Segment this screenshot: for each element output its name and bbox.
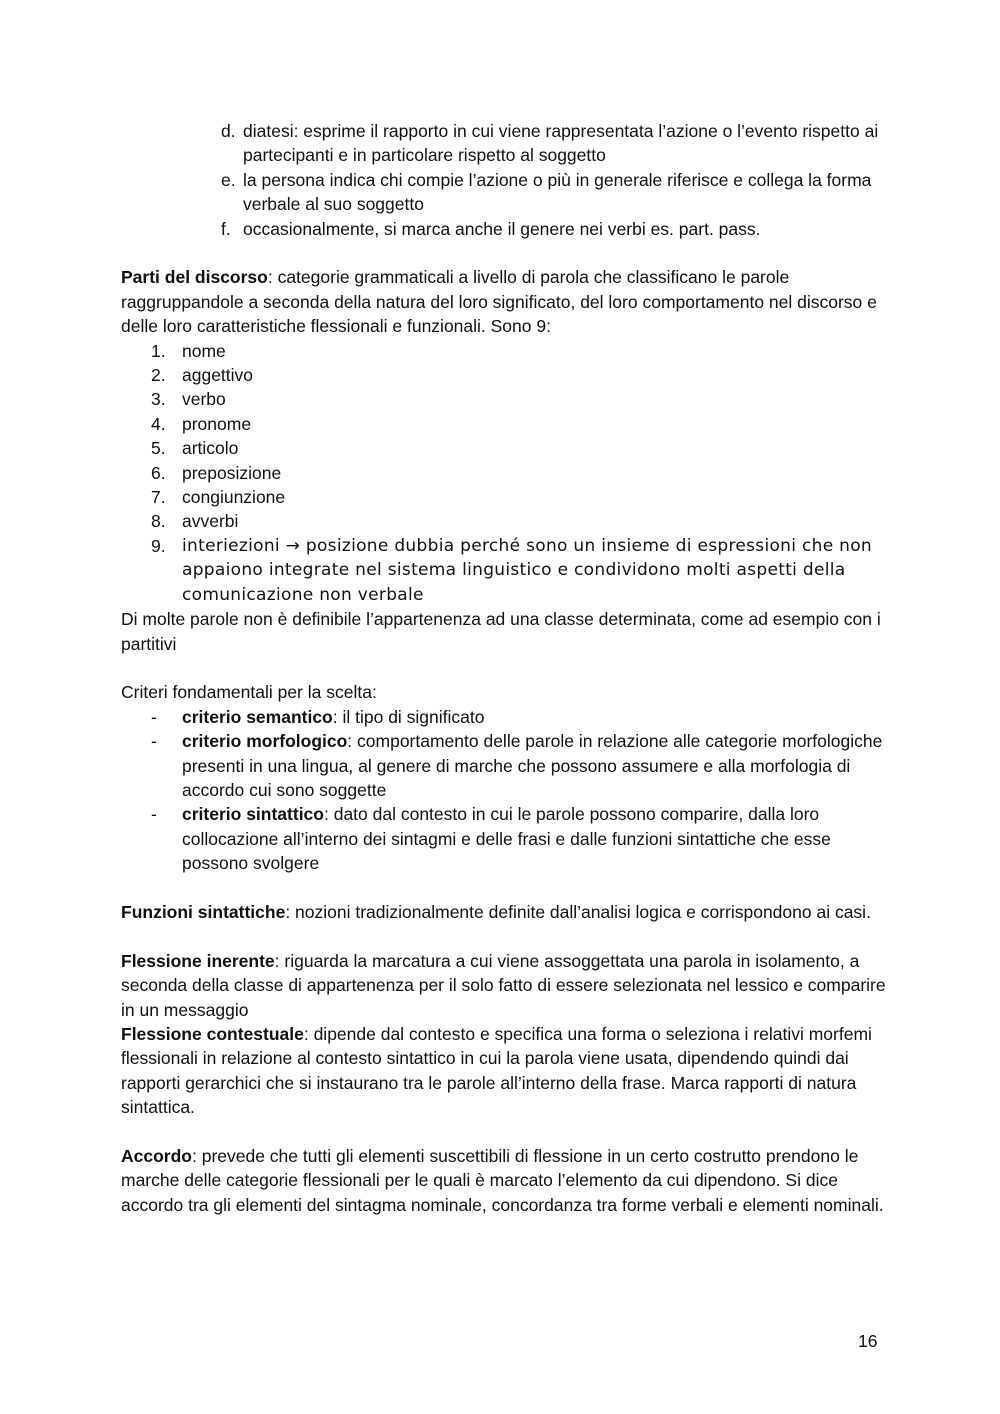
list-text: articolo <box>182 438 239 459</box>
list-text: interiezioni → posizione dubbia perché sono un insieme di espressioni che non appaiono integrate nel sistema linguistico e condividono molti aspetti della comunicazione non verbale <box>182 535 873 605</box>
list-text: criterio morfologico: comportamento delle parole in relazione alle categorie morfologiche presenti in una lingua, al genere di marche che possono assumere e alla morfologia di accordo cui sono soggette <box>182 731 883 800</box>
definition: : prevede che tutti gli elementi suscettibili di flessione in un certo costrutto prendono le marche delle categorie flessionali per le quali è marcato l’elemento da cui dipendono. Si dice accordo tra gli elementi del sintagma nominale, concordanza tra forme verbali e elementi nominali. <box>121 1145 884 1215</box>
term: Funzioni sintattiche <box>121 901 286 922</box>
term: Parti del discorso <box>121 267 268 288</box>
list-text: congiunzione <box>182 487 286 508</box>
list-item <box>121 436 891 460</box>
list-marker: - <box>151 804 157 825</box>
flessione-inerente-paragraph <box>121 949 891 1022</box>
list-text: verbo <box>182 389 226 410</box>
term: criterio semantico <box>182 706 333 727</box>
term: criterio sintattico <box>182 804 324 825</box>
criteri-intro: Criteri fondamentali per la scelta: <box>121 682 377 703</box>
list-marker: 4. <box>151 413 166 434</box>
funzioni-paragraph <box>121 900 891 924</box>
list-item <box>121 534 891 607</box>
list-item <box>121 387 891 411</box>
definition: : nozioni tradizionalmente definite dall’analisi logica e corrispondono ai casi. <box>285 901 871 922</box>
term: Accordo <box>121 1145 192 1166</box>
parts-of-speech-list <box>121 339 891 607</box>
list-text: la persona indica chi compie l’azione o più in generale riferisce e collega la forma verbale al suo soggetto <box>243 169 872 215</box>
list-text: nome <box>182 340 226 361</box>
list-text: criterio sintattico: dato dal contesto in cui le parole possono comparire, dalla loro collocazione all’interno dei sintagmi e delle frasi e dalle funzioni sintattiche che esse possono svolgere <box>182 804 831 874</box>
list-marker: 7. <box>151 487 166 508</box>
list-marker: 2. <box>151 365 166 386</box>
parti-paragraph <box>121 265 891 338</box>
list-item <box>211 168 891 217</box>
list-marker: 6. <box>151 462 166 483</box>
list-text: aggettivo <box>182 365 254 386</box>
list-text: pronome <box>182 413 252 434</box>
list-text: criterio semantico: il tipo di significato <box>182 706 485 727</box>
definition: : dipende dal contesto e specifica una forma o seleziona i relativi morfemi flessionali in relazione al contesto sintattico in cui la parola viene usata, dipendendo quindi dai rapporti gerarchici che si instaurano tra le parole all’interno della frase. Marca rapporti di natura sintattica. <box>121 1023 872 1118</box>
list-marker: 1. <box>151 340 166 361</box>
list-marker: - <box>151 731 157 752</box>
list-marker: 3. <box>151 389 166 410</box>
list-text: preposizione <box>182 462 282 483</box>
term: Flessione inerente <box>121 950 275 971</box>
list-item <box>121 412 891 436</box>
term: criterio morfologico <box>182 731 348 752</box>
list-item <box>121 802 891 875</box>
list-marker: - <box>151 706 157 727</box>
list-text: avverbi <box>182 511 239 532</box>
list-item <box>121 729 891 802</box>
list-item <box>211 119 891 168</box>
list-text: occasionalmente, si marca anche il genere nei verbi es. part. pass. <box>243 218 761 239</box>
accordo-paragraph <box>121 1144 891 1217</box>
list-item <box>121 705 891 729</box>
list-item <box>121 461 891 485</box>
list-marker: f. <box>221 218 231 239</box>
criteri-list <box>121 705 891 876</box>
flessione-contestuale-paragraph <box>121 1022 891 1120</box>
list-marker: 8. <box>151 511 166 532</box>
letter-list <box>121 119 891 241</box>
list-text: diatesi: esprime il rapporto in cui viene rappresentata l’azione o l’evento rispetto ai partecipanti e in particolare rispetto al soggetto <box>243 121 879 166</box>
term: Flessione contestuale <box>121 1023 304 1044</box>
page-number: 16 <box>858 1331 878 1351</box>
list-item <box>211 217 891 241</box>
list-marker: 5. <box>151 438 166 459</box>
list-item <box>121 339 891 363</box>
partitivi-paragraph: Di molte parole non è definibile l’appartenenza ad una classe determinata, come ad esempio con i partitivi <box>121 609 881 654</box>
list-item <box>121 509 891 533</box>
list-marker: e. <box>221 169 236 190</box>
list-item <box>121 363 891 387</box>
page-content <box>121 119 891 1217</box>
list-marker: 9. <box>151 535 166 556</box>
list-item <box>121 485 891 509</box>
definition: : riguarda la marcatura a cui viene assoggettata una parola in isolamento, a seconda della classe di appartenenza per il solo fatto di essere selezionata nel lessico e comparire in un messaggio <box>121 950 886 1020</box>
list-marker: d. <box>221 121 236 141</box>
definition: : categorie grammaticali a livello di parola che classificano le parole raggruppandole a seconda della natura del loro significato, del loro comportamento nel discorso e delle loro caratteristiche flessionali e funzionali. Sono 9: <box>121 267 877 337</box>
